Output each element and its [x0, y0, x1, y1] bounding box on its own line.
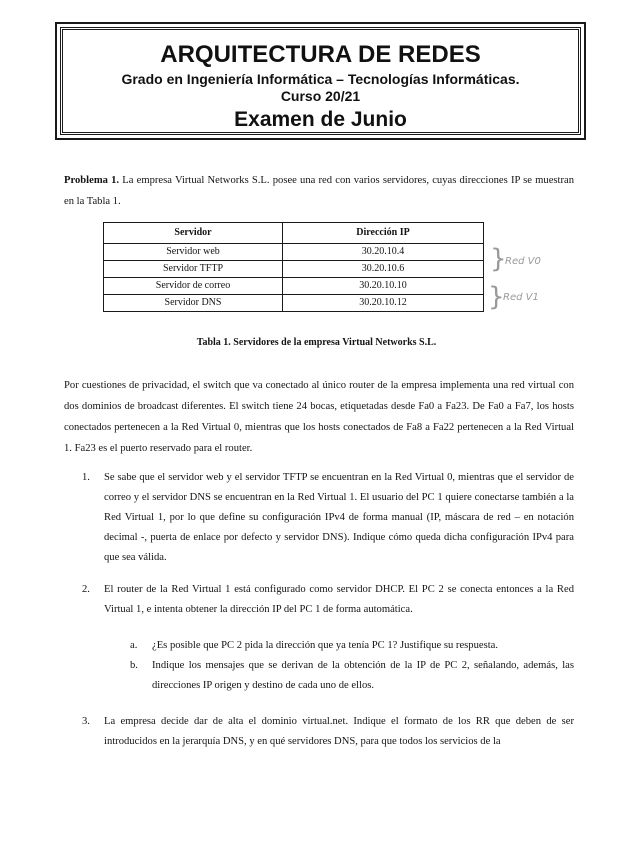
context-paragraph: Por cuestiones de privacidad, el switch que va conectado al único router de la empresa implementa una red virtual con dos dominios de broadcast diferentes. El switch tiene 24 bocas, etiquetadas desde Fa0 a Fa23. De Fa0 a Fa7, los hosts conectados pertenecen a la Red Virtual 0, mientras que los hosts conectados de Fa8 a Fa22 pertenecen a la Red Virtual 1. Fa23 es el puerto reservado para el router. [64, 380, 574, 454]
header-exam: Examen de Junio [234, 108, 407, 131]
brace-red-v1: } [488, 282, 505, 312]
table-header-ip: Dirección IP [283, 223, 484, 244]
problem-label: Problema 1. [64, 175, 120, 186]
subquestion-b [130, 656, 574, 696]
subquestion-label: a. [130, 640, 138, 651]
problem-intro [64, 170, 574, 212]
question-text: El router de la Red Virtual 1 está configurado como servidor DHCP. El PC 2 se conecta entonces a la Red Virtual 1, e intenta obtener la dirección IP del PC 1 de forma automática. [104, 584, 574, 615]
header-box [55, 22, 586, 140]
subquestion-text: Indique los mensajes que se derivan de la obtención de la IP de PC 2, señalando, además, las direcciones IP origen y destino de cada uno de ellos. [152, 660, 574, 691]
subquestion-text: ¿Es posible que PC 2 pida la dirección que ya tenía PC 1? Justifique su respuesta. [152, 640, 498, 651]
table-caption: Tabla 1. Servidores de la empresa Virtual Networks S.L. [196, 337, 437, 348]
brace-red-v0: } [490, 244, 507, 274]
question-3 [82, 712, 574, 752]
ip-cell: 30.20.10.10 [283, 278, 484, 295]
question-number: 3. [82, 716, 90, 727]
handwritten-note-red-v0: Red V0 [505, 256, 541, 267]
table-row [104, 295, 484, 312]
ip-cell: 30.20.10.12 [283, 295, 484, 312]
question-number: 2. [82, 584, 90, 595]
table-row [104, 278, 484, 295]
header-course: Curso 20/21 [280, 88, 361, 104]
question-text: Se sabe que el servidor web y el servidor TFTP se encuentran en la Red Virtual 0, mientras que el servidor de correo y el servidor DNS se encuentran en la Red Virtual 1. El usuario del PC 1 quiere conectarse también a la Red Virtual 1, por lo que define su configuración IPv4 de forma manual (IP, máscara de red – en notación decimal -, puerta de enlace por defecto y servidor DNS). Indique cómo queda dicha configuración IPv4 para que sea válida. [104, 472, 574, 563]
servers-table [103, 222, 484, 312]
question-2 [82, 580, 574, 620]
table-header-server: Servidor [104, 223, 283, 244]
server-cell: Servidor de correo [104, 278, 283, 295]
handwritten-note-red-v1: Red V1 [503, 292, 539, 303]
table-header-row [104, 223, 484, 244]
server-cell: Servidor web [104, 244, 283, 261]
question-text: La empresa decide dar de alta el dominio virtual.net. Indique el formato de los RR que deben de ser introducidos en la jerarquía DNS, y en qué servidores DNS, para que todos los servicios de la [104, 716, 574, 747]
ip-cell: 30.20.10.4 [283, 244, 484, 261]
table-row [104, 244, 484, 261]
question-1 [82, 468, 574, 568]
table-row [104, 261, 484, 278]
subquestion-a [130, 636, 574, 656]
server-cell: Servidor TFTP [104, 261, 283, 278]
subquestion-label: b. [130, 660, 138, 671]
question-number: 1. [82, 472, 90, 483]
header-inner [60, 27, 581, 135]
header-title: ARQUITECTURA DE REDES [160, 41, 481, 68]
problem-intro-text: La empresa Virtual Networks S.L. posee una red con varios servidores, cuyas direcciones IP se muestran en la Tabla 1. [64, 175, 575, 207]
ip-cell: 30.20.10.6 [283, 261, 484, 278]
header-subtitle: Grado en Ingeniería Informática – Tecnologías Informáticas. [121, 71, 520, 87]
server-cell: Servidor DNS [104, 295, 283, 312]
